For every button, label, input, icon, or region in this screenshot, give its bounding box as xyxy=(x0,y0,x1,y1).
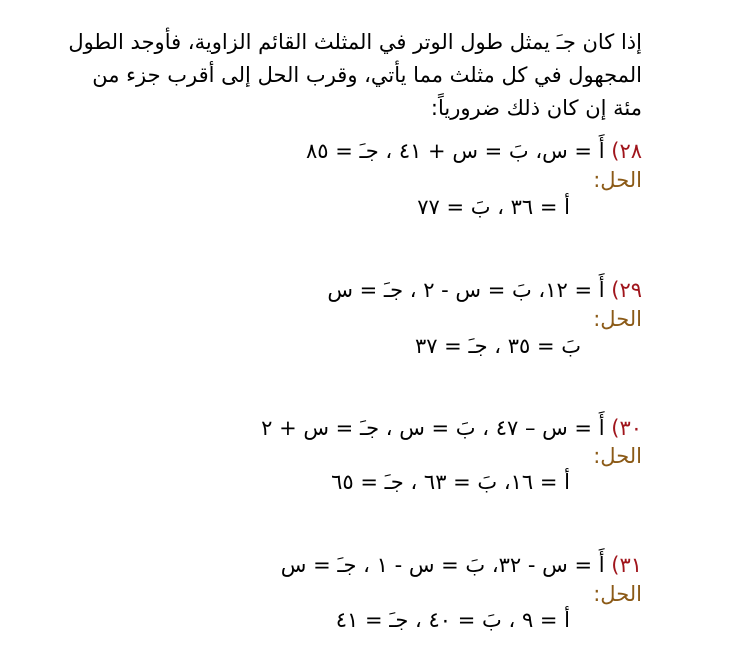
solution-label: الحل: xyxy=(593,444,642,468)
instructions-line: المجهول في كل مثلث مما يأتي، وقرب الحل إلى أقرب جزء من xyxy=(92,63,642,87)
problem-number: ٢٨) xyxy=(611,139,642,163)
problem-29-answer: بَ = ٣٥ ، جـَ = ٣٧ xyxy=(414,334,581,358)
instructions-line: مئة إن كان ذلك ضرورياً: xyxy=(430,96,642,120)
problem-number: ٣٠) xyxy=(611,416,642,440)
problem-expression: أَ = س، بَ = س + ٤١ ، جـَ = ٨٥ xyxy=(306,139,605,163)
solution-label: الحل: xyxy=(593,307,642,331)
problem-31-statement xyxy=(281,553,642,577)
problem-number: ٣١) xyxy=(611,553,642,577)
problem-number: ٢٩) xyxy=(611,278,642,302)
instructions-line: إذا كان جـَ يمثل طول الوتر في المثلث القائم الزاوية، فأوجد الطول xyxy=(68,30,642,54)
problem-28-answer: أ = ٣٦ ، بَ = ٧٧ xyxy=(417,195,570,219)
problem-expression: أَ = س - ٣٢، بَ = س - ١ ، جـَ = س xyxy=(280,553,605,577)
problem-30-answer: أ = ١٦، بَ = ٦٣ ، جـَ = ٦٥ xyxy=(331,470,570,494)
problem-29-statement xyxy=(327,278,642,302)
solution-label: الحل: xyxy=(593,168,642,192)
problem-expression: أَ = ١٢، بَ = س - ٢ ، جـَ = س xyxy=(327,278,605,302)
problem-31-answer: أ = ٩ ، بَ = ٤٠ ، جـَ = ٤١ xyxy=(335,608,570,632)
solution-label: الحل: xyxy=(593,582,642,606)
instructions-paragraph xyxy=(42,26,642,125)
problem-expression: أَ = س – ٤٧ ، بَ = س ، جـَ = س + ٢ xyxy=(261,416,605,440)
problem-30-statement xyxy=(261,416,642,440)
problem-28-statement xyxy=(306,139,642,163)
